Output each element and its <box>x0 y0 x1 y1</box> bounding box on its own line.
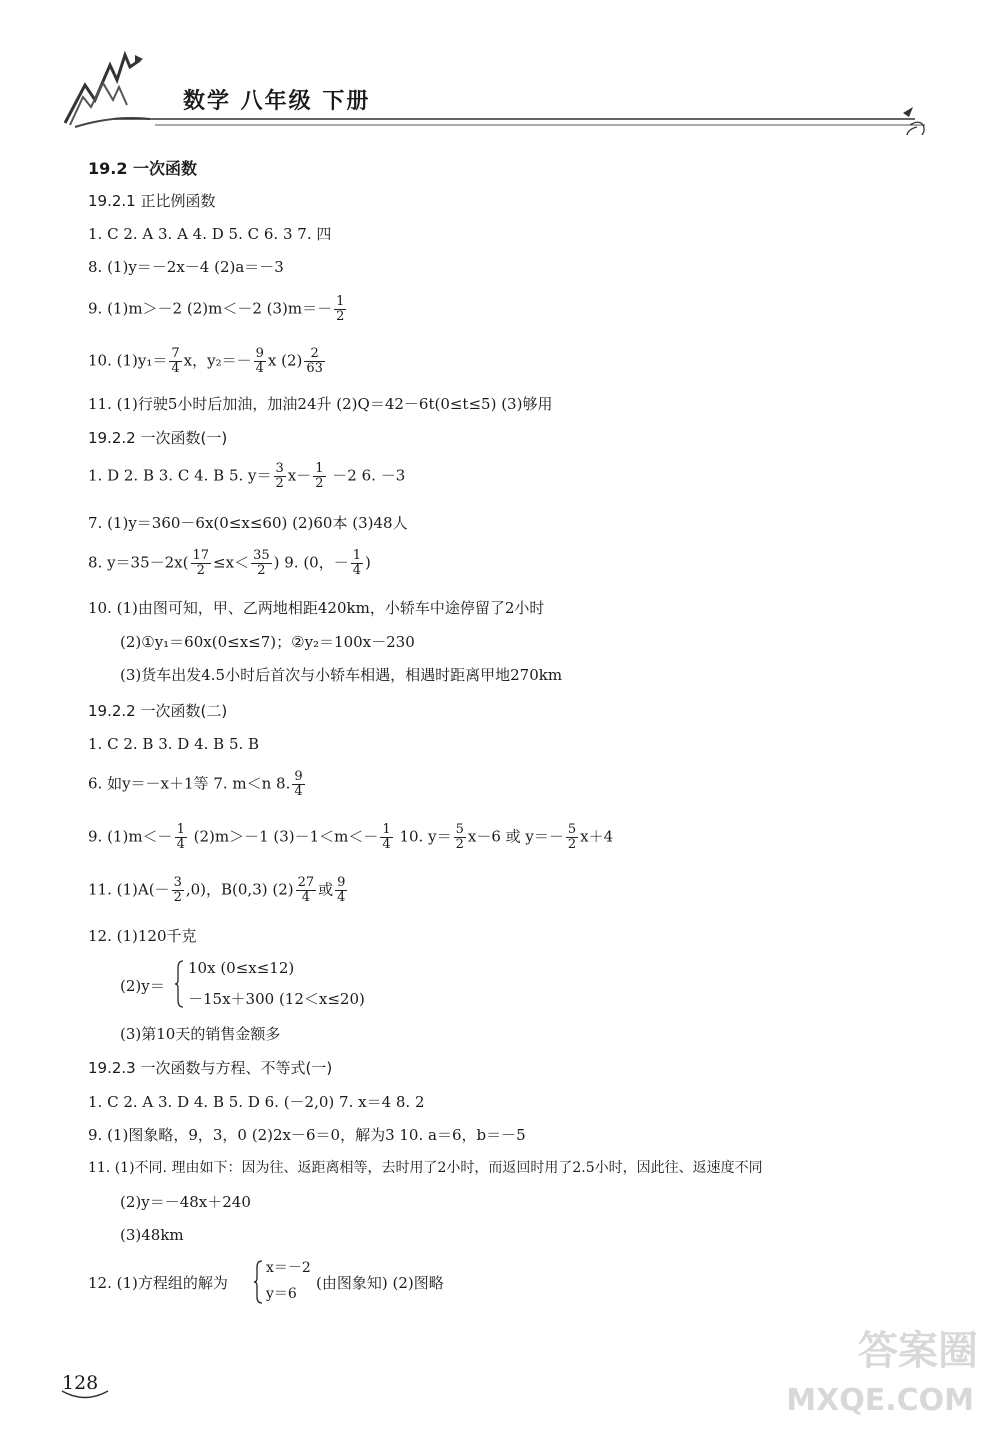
answer-line: 9. (1)m＞－2 (2)m＜－2 (3)m＝－ $\frac{1}{2}$ <box>88 294 345 324</box>
fraction: $\frac{3}{2}$ <box>275 461 284 491</box>
answer-line: (2)①y₁＝60x(0≤x≤7)；②y₂＝100x－230 <box>120 633 415 651</box>
answer-line: 9. (1)图象略，9，3，0 (2)2x－6＝0，解为3 10. a＝6，b＝－5 <box>88 1126 526 1144</box>
fraction: $\frac{1}{2}$ <box>336 294 345 324</box>
answer-line: (3)第10天的销售金额多 <box>120 1025 281 1043</box>
answer-line: 7. (1)y＝360－6x(0≤x≤60) (2)60本 (3)48人 <box>88 514 408 532</box>
answer-line: (3)货车出发4.5小时后首次与小轿车相遇，相遇时距离甲地270km <box>120 666 563 684</box>
answer-line: 1. C 2. A 3. A 4. D 5. C 6. 3 7. 四 <box>88 225 332 243</box>
fraction: $\frac{1}{4}$ <box>382 822 391 852</box>
answer-line: 12. (1)120千克 <box>88 927 197 945</box>
answer-line: (3)48km <box>120 1226 184 1244</box>
page-number-ornament <box>60 1388 110 1402</box>
section-title: 19.2 一次函数 <box>88 159 198 178</box>
answer-line: 11. (1)A(－ $\frac{3}{2}$ ,0)，B(0,3) (2) $\frac{27}{4}$ 或 $\frac{9}{4}$ <box>88 875 346 905</box>
fraction: $\frac{5}{2}$ <box>567 822 577 852</box>
answer-line: 1. C 2. B 3. D 4. B 5. B <box>88 735 260 753</box>
watermark-url: MXQE.COM <box>786 1383 974 1418</box>
fraction: $\frac{7}{4}$ <box>171 346 180 376</box>
answer-line: 6. 如y＝－x＋1等 7. m＜n 8. $\frac{9}{4}$ <box>88 769 303 799</box>
fraction: $\frac{2}{63}$ <box>306 346 323 376</box>
subsection-title: 19.2.1 正比例函数 <box>88 192 216 210</box>
fraction: $\frac{1}{2}$ <box>315 461 324 491</box>
answer-line: 1. D 2. B 3. C 4. B 5. y＝ $\frac{3}{2}$ x－ $\frac{1}{2}$ －2 6. －3 <box>88 461 406 491</box>
answer-line: 8. (1)y＝－2x－4 (2)a＝－3 <box>88 258 284 276</box>
answer-line: 1. C 2. A 3. D 4. B 5. D 6. (－2,0) 7. x＝4 8. 2 <box>88 1093 425 1111</box>
answer-line: 11. (1)不同. 理由如下：因为往、返距离相等，去时用了2小时，而返回时用了2.5小时，因此往、返速度不同 <box>88 1160 763 1176</box>
fraction: $\frac{1}{4}$ <box>176 822 185 852</box>
subsection-title: 19.2.2 一次函数(一) <box>88 429 228 447</box>
answer-line: (2)y＝－48x＋240 <box>120 1193 251 1211</box>
watermark-logo: 答案圈 <box>858 1328 978 1374</box>
fraction: $\frac{9}{4}$ <box>255 346 264 376</box>
brace-icon <box>174 960 184 1008</box>
fraction: $\frac{9}{4}$ <box>294 769 303 799</box>
answer-line: 11. (1)行驶5小时后加油，加油24升 (2)Q＝42－6t(0≤t≤5) (3)够用 <box>88 395 553 413</box>
fraction: $\frac{17}{2}$ <box>192 548 210 578</box>
answer-line: 10. (1)y₁＝ $\frac{7}{4}$ x，y₂＝－ $\frac{9}{4}$ x (2) $\frac{2}{63}$ <box>88 346 323 376</box>
page-header-title: 数学 八年级 下册 <box>183 89 371 114</box>
answer-line: 8. y＝35－2x( $\frac{17}{2}$ ≤x＜ $\frac{35}{2}$ ) 9. (0，－ $\frac{1}{4}$ ) <box>88 548 371 578</box>
page-number: 128 <box>62 1372 99 1394</box>
fraction: $\frac{5}{2}$ <box>455 822 464 852</box>
fraction: $\frac{1}{4}$ <box>352 548 362 578</box>
subsection-title: 19.2.3 一次函数与方程、不等式(一) <box>88 1059 333 1077</box>
brace-icon <box>253 1260 263 1304</box>
fraction: $\frac{35}{2}$ <box>253 548 270 578</box>
fraction: $\frac{3}{2}$ <box>173 875 182 905</box>
answer-line: 9. (1)m＜－ $\frac{1}{4}$ (2)m＞－1 (3)－1＜m＜－ $\frac{1}{4}$ 10. y＝ $\frac{5}{2}$ x－6 或 y＝－ $\frac{5}{2}$ x＋4 <box>88 822 614 852</box>
fraction: $\frac{27}{4}$ <box>297 875 315 905</box>
answer-line: 10. (1)由图可知，甲、乙两地相距420km，小轿车中途停留了2小时 <box>88 599 545 617</box>
fraction: $\frac{9}{4}$ <box>337 875 346 905</box>
subsection-title: 19.2.2 一次函数(二) <box>88 702 228 720</box>
